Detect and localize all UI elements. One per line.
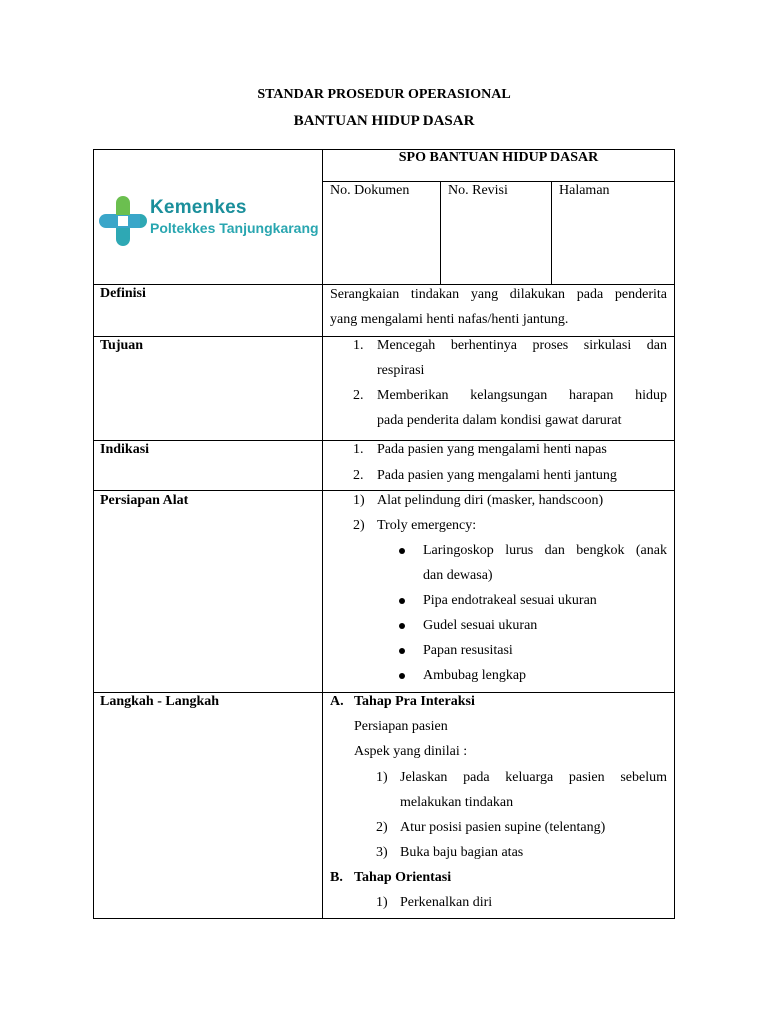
table-border-right [674, 149, 675, 919]
table-border-left [93, 149, 94, 919]
bullet-dot [399, 648, 405, 654]
section-b-title: Tahap Orientasi [354, 870, 452, 885]
definisi-label: Definisi [100, 286, 146, 301]
tujuan-item-2-line-2: pada penderita dalam kondisi gawat darurat [377, 413, 622, 428]
step-num-2: 2) [376, 820, 388, 835]
table-border-bottom [93, 918, 675, 919]
bullet-item-1-line-2: dan dewasa) [423, 568, 493, 583]
persiapan-pasien: Persiapan pasien [354, 719, 448, 734]
indikasi-label: Indikasi [100, 442, 150, 457]
tujuan-num-1: 1. [353, 338, 364, 353]
logo-name: Kemenkes [150, 197, 247, 218]
step-num-1: 1) [376, 770, 388, 785]
step-1-line-2: melakukan tindakan [400, 795, 514, 810]
indikasi-item-2: Pada pasien yang mengalami henti jantung [377, 468, 617, 483]
no-revisi-label: No. Revisi [448, 183, 508, 198]
tujuan-num-2: 2. [353, 388, 364, 403]
document-subtitle: BANTUAN HIDUP DASAR [293, 113, 475, 129]
tujuan-label: Tujuan [100, 338, 144, 353]
aspek-dinilai: Aspek yang dinilai : [354, 744, 468, 759]
halaman-divider [551, 181, 552, 284]
alat-item-2: Troly emergency: [377, 518, 477, 533]
tujuan-item-1-line-1: Mencegah berhentinya proses sirkulasi dan [377, 338, 667, 353]
table-column-divider [322, 149, 323, 919]
step-b-num-1: 1) [376, 895, 388, 910]
section-a-letter: A. [330, 694, 344, 709]
alat-num-2: 2) [353, 518, 365, 533]
kemenkes-logo-icon [98, 195, 148, 247]
definisi-line-2: yang mengalami henti nafas/henti jantung. [330, 312, 569, 327]
bullet-item-1-line-1: Laringoskop lurus dan bengkok (anak [423, 543, 667, 558]
bullet-dot [399, 673, 405, 679]
step-1-line-1: Jelaskan pada keluarga pasien sebelum [400, 770, 667, 785]
tujuan-item-1-line-2: respirasi [377, 363, 425, 378]
kemenkes-logo [98, 195, 323, 247]
bullet-item-3: Gudel sesuai ukuran [423, 618, 538, 633]
bullet-dot [399, 548, 405, 554]
step-2: Atur posisi pasien supine (telentang) [400, 820, 606, 835]
persiapan-alat-label: Persiapan Alat [100, 493, 189, 508]
langkah-label: Langkah - Langkah [100, 694, 220, 709]
bullet-dot [399, 623, 405, 629]
indikasi-num-1: 1. [353, 442, 364, 457]
bullet-item-4: Papan resusitasi [423, 643, 513, 658]
definisi-line-1: Serangkaian tindakan yang dilakukan pada penderita [330, 287, 667, 302]
bullet-dot [399, 598, 405, 604]
step-3: Buka baju bagian atas [400, 845, 524, 860]
tujuan-item-2-line-1: Memberikan kelangsungan harapan hidup [377, 388, 667, 403]
section-b-letter: B. [330, 870, 343, 885]
bullet-item-5: Ambubag lengkap [423, 668, 527, 683]
halaman-label: Halaman [559, 183, 610, 198]
alat-item-1: Alat pelindung diri (masker, handscoon) [377, 493, 604, 508]
document-title: STANDAR PROSEDUR OPERASIONAL [257, 87, 511, 102]
alat-num-1: 1) [353, 493, 365, 508]
indikasi-num-2: 2. [353, 468, 364, 483]
indikasi-item-1: Pada pasien yang mengalami henti napas [377, 442, 607, 457]
logo-subname: Poltekkes Tanjungkarang [150, 220, 319, 236]
revisi-divider [440, 181, 441, 284]
bullet-item-2: Pipa endotrakeal sesuai ukuran [423, 593, 597, 608]
step-num-3: 3) [376, 845, 388, 860]
section-a-title: Tahap Pra Interaksi [354, 694, 475, 709]
no-dokumen-label: No. Dokumen [330, 183, 410, 198]
step-b-1: Perkenalkan diri [400, 895, 493, 910]
spo-title: SPO BANTUAN HIDUP DASAR [398, 150, 599, 165]
